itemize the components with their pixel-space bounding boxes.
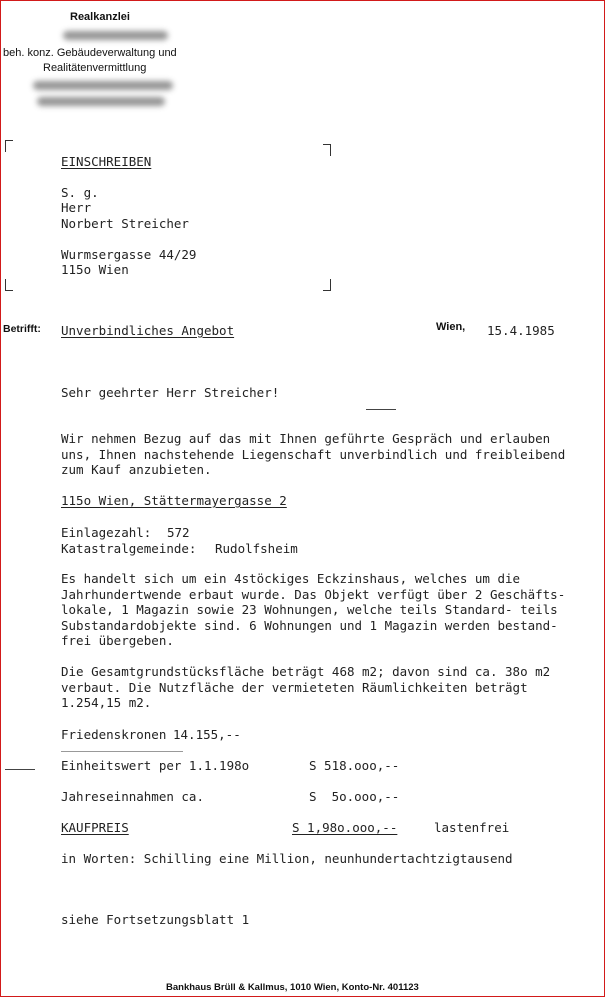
area-line: 1.254,15 m2. [61, 695, 152, 711]
einheitswert-label: Einheitswert per 1.1.198o [61, 758, 250, 773]
area-paragraph [61, 664, 550, 711]
letterhead-line2: Realitätenvermittlung [43, 62, 147, 74]
description-line: Jahrhundertwende erbaut wurde. Das Objekt verfügt über 2 Geschäfts- [61, 586, 566, 602]
corner-mark-top-right [323, 144, 331, 156]
letterhead-line1: beh. konz. Gebäudeverwaltung und [3, 47, 177, 59]
intro-line: zum Kauf anzubieten. [61, 462, 212, 478]
friedenskronen-label: Friedenskronen [61, 727, 167, 742]
intro-paragraph [61, 431, 565, 478]
recipient-name: Norbert Streicher [61, 216, 189, 231]
description-paragraph [61, 571, 565, 649]
continuation-note: siehe Fortsetzungsblatt 1 [61, 912, 250, 927]
kaufpreis-note: lastenfrei [434, 820, 510, 835]
description-line: Substandardobjekte sind. 6 Wohnungen und 1 Magazin werden bestand- [61, 617, 558, 633]
corner-mark-bottom-left [5, 279, 13, 291]
property-address: 115o Wien, Stättermayergasse 2 [61, 493, 287, 508]
redacted-address-1 [33, 81, 173, 90]
kaufpreis-value: S 1,98o.ooo,-- [292, 820, 398, 835]
intro-line: Wir nehmen Bezug auf das mit Ihnen geführte Gespräch und erlauben [61, 431, 551, 446]
area-line: verbaut. Die Nutzfläche der vermieteten Räumlichkeiten beträgt [61, 679, 528, 695]
recipient-title: Herr [61, 200, 92, 215]
intro-line: uns, Ihnen nachstehende Liegenschaft unverbindlich und freibleibend [61, 446, 566, 462]
footer-bank-details: Bankhaus Brüll & Kallmus, 1010 Wien, Konto-Nr. 401123 [166, 982, 419, 993]
letterhead-company: Realkanzlei [70, 11, 130, 23]
friedenskronen-value: 14.155,-- [173, 727, 241, 742]
jahreseinnahmen-value: S 5o.ooo,-- [309, 789, 400, 804]
kaufpreis-label: KAUFPREIS [61, 820, 129, 835]
subject-text: Unverbindliches Angebot [61, 323, 235, 338]
recipient-street: Wurmsergasse 44/29 [61, 247, 197, 262]
greeting: Sehr geehrter Herr Streicher! [61, 385, 280, 400]
area-line: Die Gesamtgrundstücksfläche beträgt 468 m2; davon sind ca. 38o m2 [61, 664, 551, 679]
einheitswert-value: S 518.ooo,-- [309, 758, 400, 773]
katastral-label: Katastralgemeinde: [61, 541, 197, 556]
corner-mark-top-left [5, 140, 13, 152]
einlagezahl-label: Einlagezahl: [61, 525, 152, 540]
redacted-address-2 [37, 97, 165, 106]
corner-mark-bottom-right [323, 279, 331, 291]
recipient-salutation: S. g. [61, 185, 99, 200]
separator-line [61, 751, 183, 752]
place-label: Wien, [436, 321, 466, 333]
einlagezahl-value: 572 [167, 525, 190, 540]
separator-dash [366, 409, 396, 410]
description-line: lokale, 1 Magazin sowie 23 Wohnungen, welche teils Standard- teils [61, 602, 558, 618]
jahreseinnahmen-label: Jahreseinnahmen ca. [61, 789, 204, 804]
margin-dash [5, 769, 35, 770]
katastral-value: Rudolfsheim [215, 541, 298, 556]
subject-label: Betrifft: [3, 323, 41, 335]
letter-date: 15.4.1985 [487, 323, 555, 338]
redacted-name [63, 31, 168, 40]
price-in-words: in Worten: Schilling eine Million, neunhundertachtzigtausend [61, 851, 513, 866]
recipient-city: 115o Wien [61, 262, 129, 277]
description-line: Es handelt sich um ein 4stöckiges Eckzinshaus, welches um die [61, 571, 521, 586]
description-line: frei übergeben. [61, 633, 174, 649]
delivery-mode: EINSCHREIBEN [61, 154, 152, 169]
